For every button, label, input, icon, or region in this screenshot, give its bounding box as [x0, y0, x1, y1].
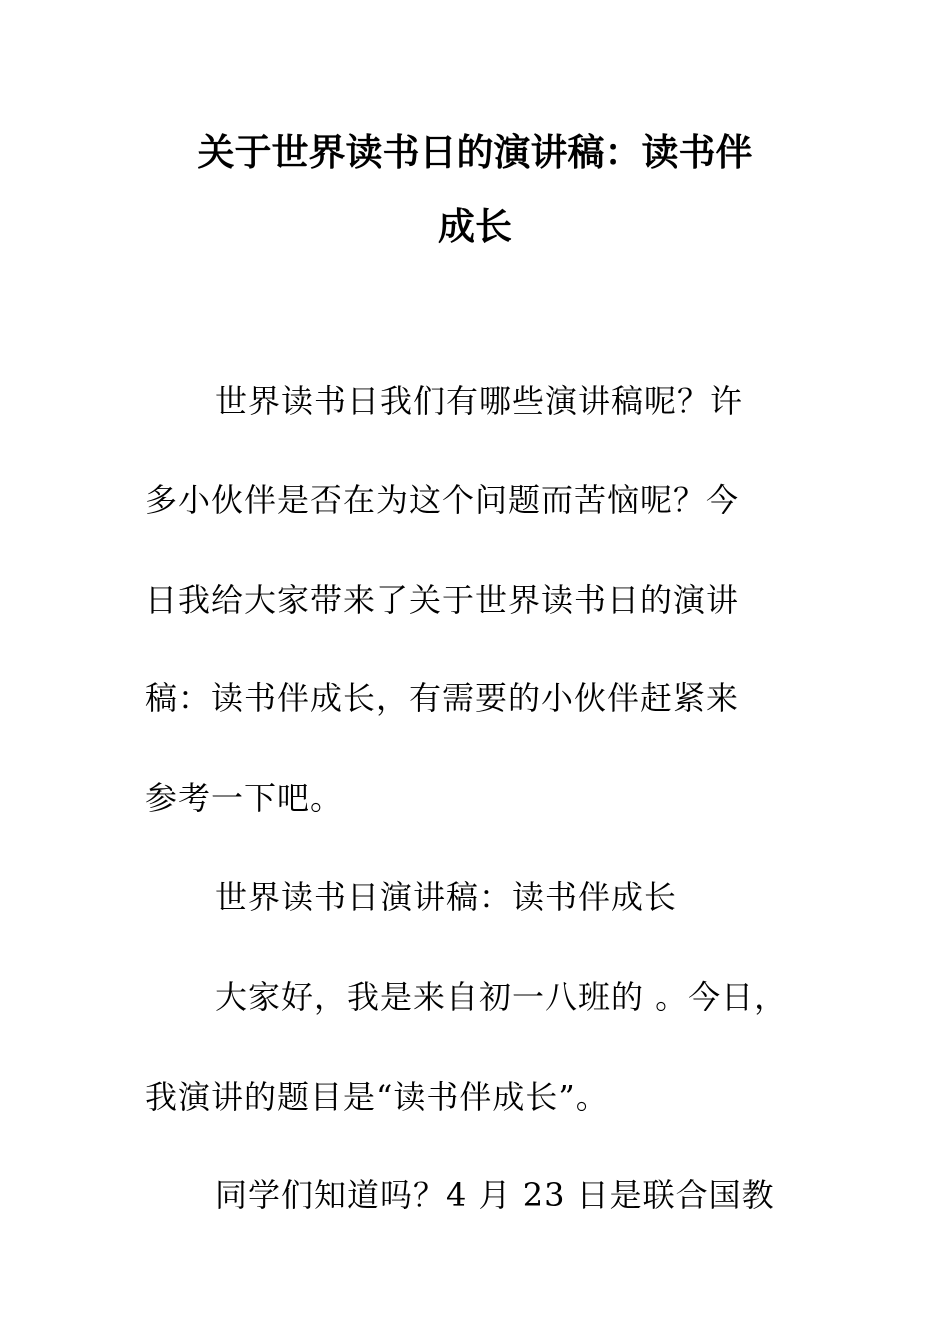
body-line-9: 同学们知道吗？4 月 23 日是联合国教 [215, 1176, 775, 1214]
body-line-5: 参考一下吧。 [145, 779, 344, 817]
body-line-8: 我演讲的题目是“读书伴成长”。 [145, 1078, 609, 1116]
subheading-line: 世界读书日演讲稿：读书伴成长 [215, 878, 678, 916]
body-line-3: 日我给大家带来了关于世界读书日的演讲 [145, 581, 740, 619]
body-line-4: 稿：读书伴成长，有需要的小伙伴赶紧来 [145, 679, 740, 717]
document-title-line-1: 关于世界读书日的演讲稿：读书伴 [197, 130, 753, 174]
body-line-7: 大家好，我是来自初一八班的 。今日， [215, 978, 788, 1016]
document-title-line-2: 成长 [438, 204, 512, 248]
body-line-1: 世界读书日我们有哪些演讲稿呢？许 [215, 382, 744, 420]
body-line-2: 多小伙伴是否在为这个问题而苦恼呢？今 [145, 481, 740, 519]
